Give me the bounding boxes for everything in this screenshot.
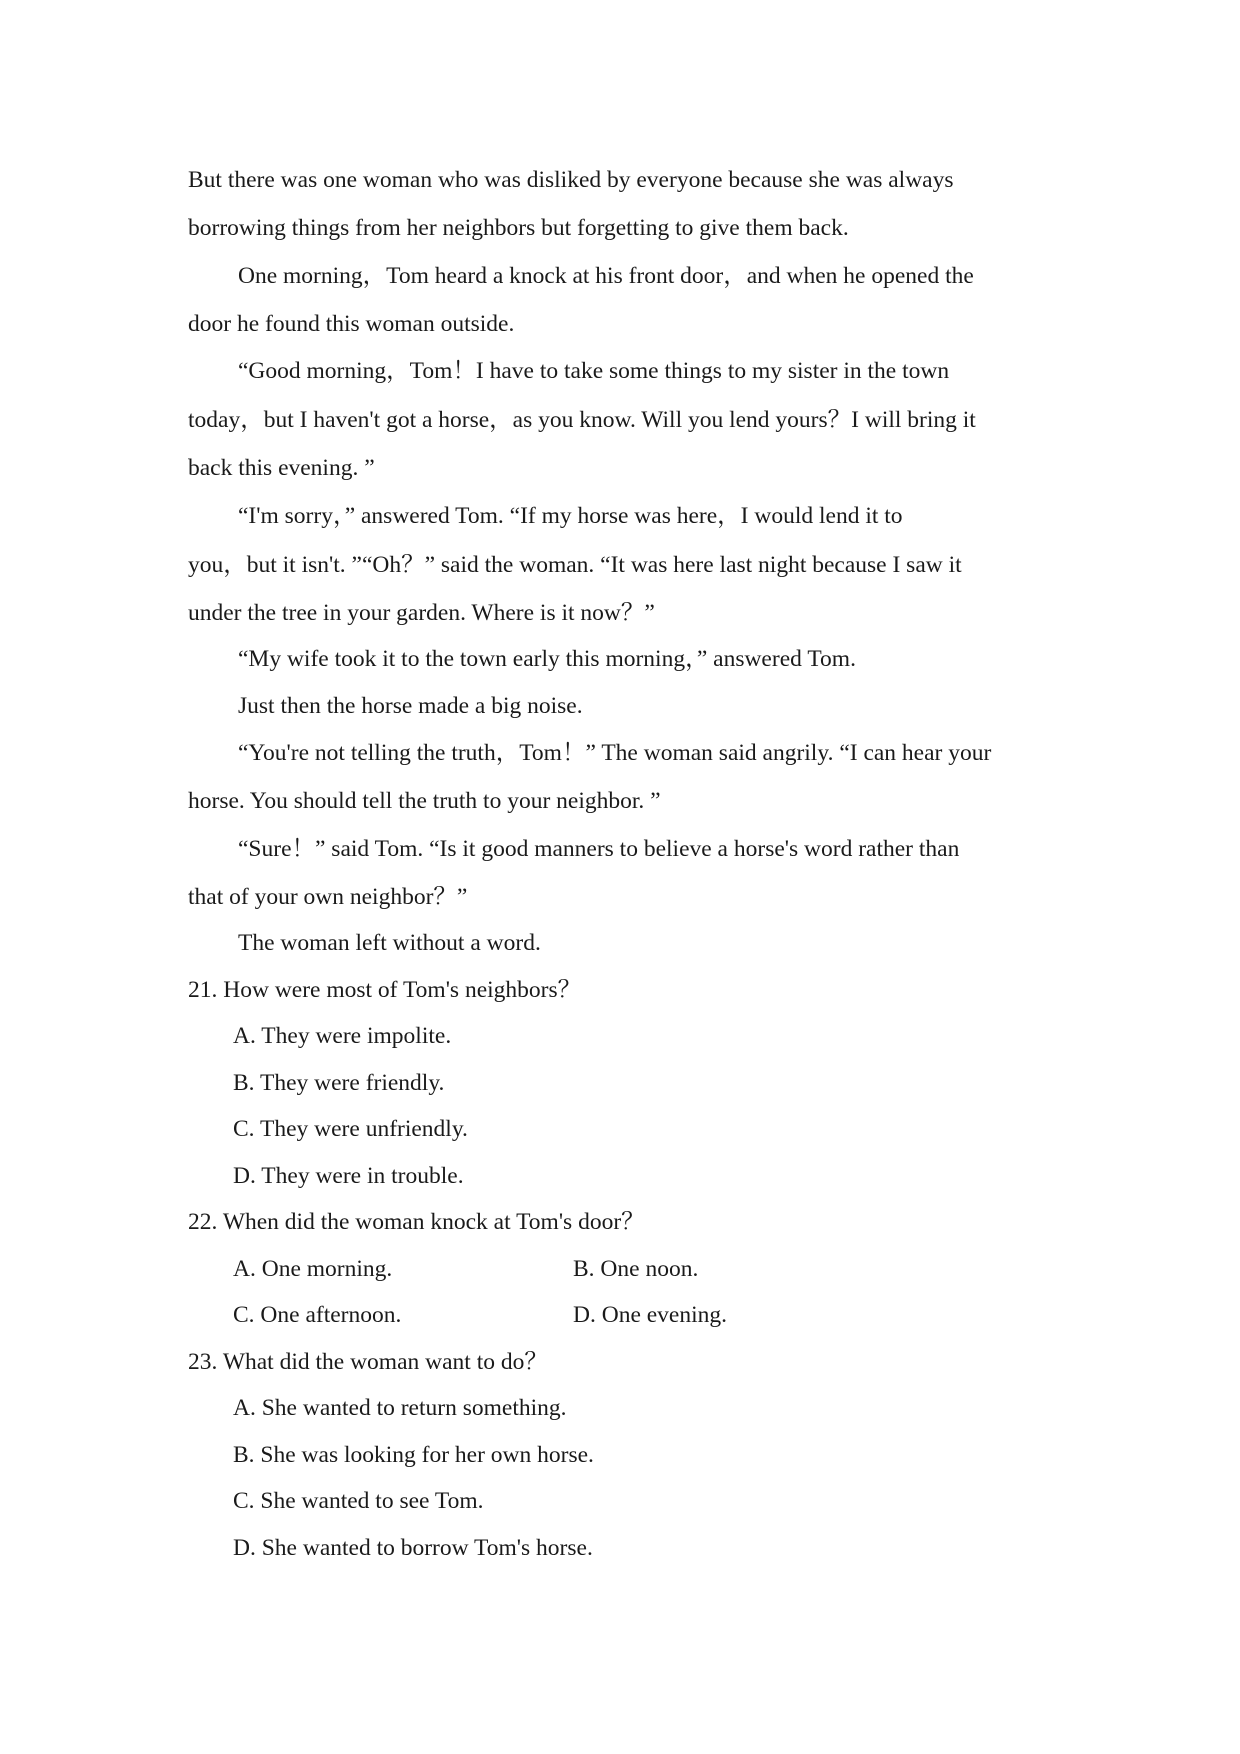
answer-option-row [188,1292,1068,1339]
passage-line: One morning，Tom heard a knock at his front door，and when he opened the [238,262,974,289]
answer-option: D. One evening. [573,1302,728,1328]
passage-line: Just then the horse made a big noise. [238,692,583,719]
answer-option: C. She wanted to see Tom. [233,1488,484,1514]
passage-line: borrowing things from her neighbors but forgetting to give them back. [188,215,849,241]
answer-option: A. She wanted to return something. [233,1395,567,1421]
answer-option-row [188,1246,1068,1293]
passage-line: horse. You should tell the truth to your neighbor. ” [188,788,661,814]
passage-line: under the tree in your garden. Where is it now？” [188,599,655,626]
question-22 [188,1199,1068,1339]
question-stem: 21. How were most of Tom's neighbors？ [188,976,582,1003]
passage-line: that of your own neighbor？” [188,883,468,910]
passage-line: door he found this woman outside. [188,310,515,337]
answer-option: D. They were in trouble. [233,1162,464,1189]
passage-line: The woman left without a word. [238,930,541,956]
question-stem: 23. What did the woman want to do？ [188,1348,548,1375]
answer-option: C. They were unfriendly. [233,1116,468,1142]
passage-line: “I'm sorry，” answered Tom. “If my horse was here，I would lend it to [238,502,903,529]
passage-line: “My wife took it to the town early this morning，” answered Tom. [238,646,856,672]
answer-option: D. She wanted to borrow Tom's horse. [233,1534,593,1561]
question-stem: 22. When did the woman knock at Tom's door？ [188,1209,645,1235]
answer-option: A. One morning. [233,1255,393,1282]
reading-passage [188,156,1068,967]
answer-option: B. They were friendly. [233,1069,445,1096]
passage-line: “You're not telling the truth，Tom！” The woman said angrily. “I can hear your [238,740,992,766]
passage-line: back this evening. ” [188,455,375,481]
passage-line: “Sure！” said Tom. “Is it good manners to believe a horse's word rather than [238,835,960,862]
document-content [188,156,1068,1571]
question-23 [188,1339,1068,1572]
question-21 [188,967,1068,1200]
answer-option: A. They were impolite. [233,1023,452,1049]
answer-option: B. She was looking for her own horse. [233,1441,594,1468]
answer-option: B. One noon. [573,1255,699,1282]
passage-line: you，but it isn't. ”“Oh？” said the woman. “It was here last night because I saw it [188,551,962,578]
answer-option: C. One afternoon. [233,1302,402,1328]
passage-line: “Good morning，Tom！I have to take some things to my sister in the town [238,358,950,384]
passage-line: But there was one woman who was disliked by everyone because she was always [188,167,954,193]
passage-line: today，but I haven't got a horse，as you know. Will you lend yours？I will bring it [188,407,976,433]
